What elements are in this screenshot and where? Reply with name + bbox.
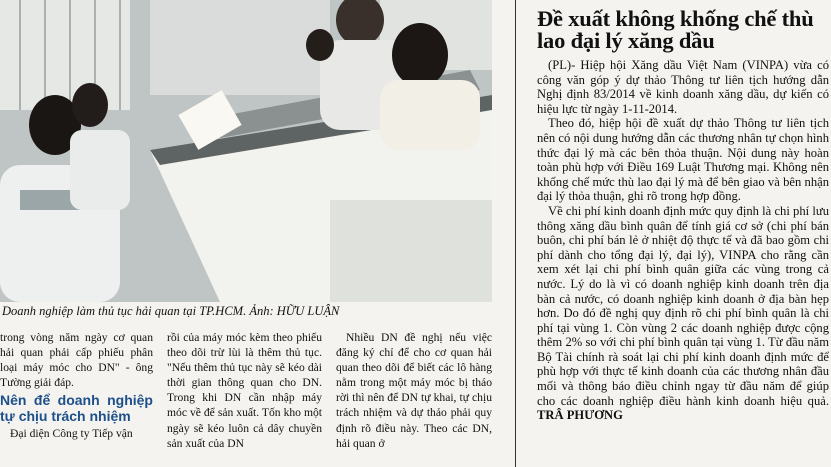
paragraph-text: Về chi phí kinh doanh định mức quy định là chi phí lưu thông xăng dầu bình quân để tính giá cơ sở (chi phí bán buôn, chi phí bán lẻ ở nhiệt độ thực tế và đã bao gồm chi phí dành cho tổng đại lý, đại lý), VINPA cho rằng cần xem xét lại chi phí bình quân giữa các vùng trong cả nước. Lý do là vì có doanh nghiệp kinh doanh trên địa bàn cả nước, có doanh nghiệp kinh doanh ở địa bàn hẹp hơn. Do đó đề nghị quy định rõ chi phí bình quân là chi phí tại vùng 1. Còn vùng 2 các doanh nghiệp được cộng thêm 2% so với chi phí bình quân tại vùng 1. Từ đầu năm Bộ Tài chính rà soát lại chi phí kinh doanh định mức để phù hợp với thực tế kinh doanh của các thương nhân đầu mối và thông báo điều chỉnh ngay từ đầu năm để giúp cho các doanh nghiệp điều hành kinh doanh hiệu quả.	[537, 203, 829, 408]
paragraph	[537, 204, 829, 423]
left-column-1	[0, 330, 153, 441]
left-column-3	[336, 330, 492, 451]
subheading: Nên để doanh nghiệp tự chịu trách nhiệm	[0, 392, 153, 425]
article-body	[537, 58, 829, 423]
column-divider	[515, 0, 516, 467]
left-column-2	[167, 330, 322, 451]
paragraph: trong vòng năm ngày cơ quan hải quan phải cấp phiếu phân loại máy móc cho DN" - ông Tường giải đáp.	[0, 331, 153, 390]
paragraph: Theo đó, hiệp hội đề xuất dự thảo Thông tư liên tịch nên có nội dung hướng dẫn các thương nhân tự chọn hình thức đại lý mà các bên thỏa thuận. Nội dung này hoàn toàn phù hợp với Điều 169 Luật Thương mại. Không nên khống chế mức thù lao đại lý mà để bên giao và bên nhận đại lý thỏa thuận, ghi rõ trong hợp đồng.	[537, 116, 829, 204]
paragraph: Đại diện Công ty Tiếp vận	[10, 427, 133, 441]
author-byline: TRÂ PHƯƠNG	[537, 408, 623, 423]
article	[537, 8, 829, 423]
photo-caption: Doanh nghiệp làm thủ tục hải quan tại TP.HCM. Ảnh: HỮU LUẬN	[2, 304, 340, 318]
news-photo	[0, 0, 492, 302]
paragraph: (PL)- Hiệp hội Xăng dầu Việt Nam (VINPA) vừa có công văn góp ý dự thảo Thông tư liên tịch hướng dẫn Nghị định 83/2014 về kinh doanh xăng dầu, dự kiến có hiệu lực từ ngày 1-11-2014.	[537, 58, 829, 116]
paragraph: rồi của máy móc kèm theo phiếu theo dõi trừ lùi là thêm thủ tục. "Nếu thêm thủ tục này sẽ kéo dài thời gian thông quan cho DN. Trong khi DN cần nhập máy móc về để sản xuất. Tốn kho một ngày sẽ kéo luôn cả dây chuyền sản xuất của DN	[167, 331, 322, 450]
article-headline: Đề xuất không khống chế thù lao đại lý xăng dầu	[537, 6, 814, 53]
photo-illustration	[0, 0, 492, 302]
paragraph: Nhiều DN đề nghị nếu việc đăng ký chỉ để cho cơ quan hải quan theo dõi để biết các lô hàng nằm trong một máy móc bị tháo rời thì nên để DN tự khai, tự chịu trách nhiệm và dự thảo phải quy định rõ điều này. Theo các DN, hải quan ở	[336, 331, 492, 450]
